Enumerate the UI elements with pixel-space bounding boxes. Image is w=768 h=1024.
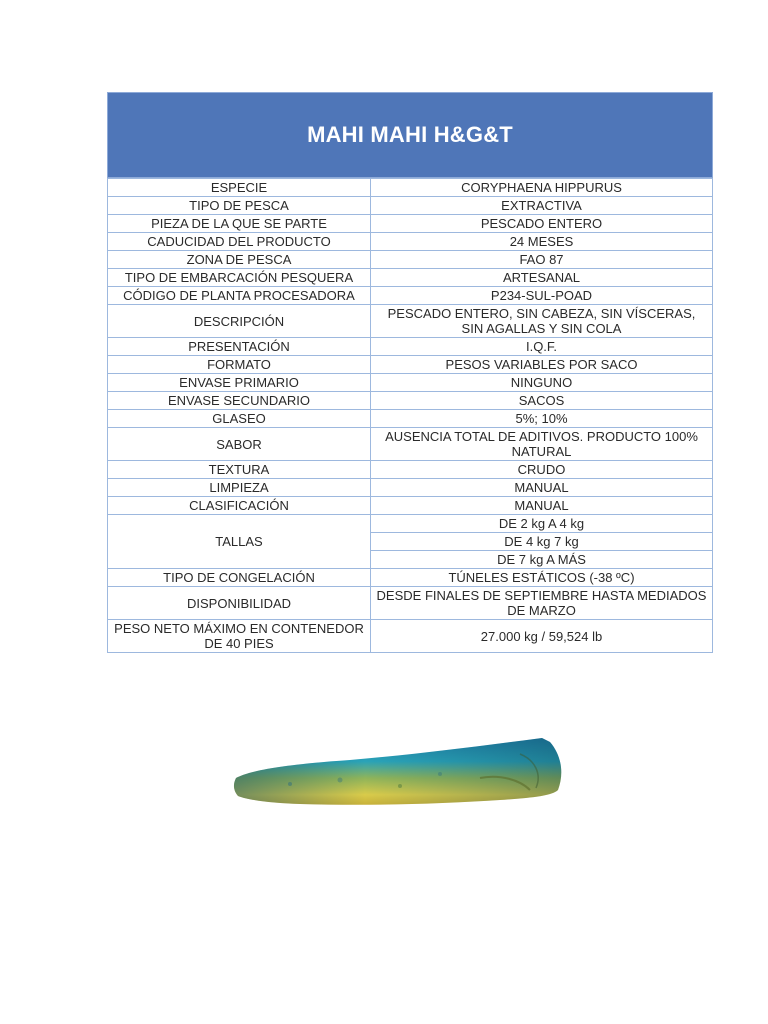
row-label: CÓDIGO DE PLANTA PROCESADORA bbox=[108, 287, 371, 305]
table-row bbox=[108, 515, 713, 533]
product-spec-sheet bbox=[107, 92, 713, 653]
row-label: ENVASE SECUNDARIO bbox=[108, 392, 371, 410]
table-row bbox=[108, 479, 713, 497]
table-row bbox=[108, 338, 713, 356]
row-label: SABOR bbox=[108, 428, 371, 461]
row-label: PIEZA DE LA QUE SE PARTE bbox=[108, 215, 371, 233]
table-row bbox=[108, 197, 713, 215]
row-value: PESOS VARIABLES POR SACO bbox=[371, 356, 713, 374]
row-value: 27.000 kg / 59,524 lb bbox=[371, 620, 713, 653]
table-row bbox=[108, 461, 713, 479]
row-label: TEXTURA bbox=[108, 461, 371, 479]
table-row bbox=[108, 251, 713, 269]
row-label: PESO NETO MÁXIMO EN CONTENEDOR DE 40 PIES bbox=[108, 620, 371, 653]
row-value: PESCADO ENTERO bbox=[371, 215, 713, 233]
row-label: DESCRIPCIÓN bbox=[108, 305, 371, 338]
page-title: MAHI MAHI H&G&T bbox=[307, 122, 513, 147]
table-row bbox=[108, 497, 713, 515]
table-row bbox=[108, 356, 713, 374]
row-label: TIPO DE EMBARCACIÓN PESQUERA bbox=[108, 269, 371, 287]
row-label: ENVASE PRIMARIO bbox=[108, 374, 371, 392]
tallas-value: DE 2 kg A 4 kg bbox=[371, 515, 713, 533]
tallas-value: DE 7 kg A MÁS bbox=[371, 551, 713, 569]
row-label: CLASIFICACIÓN bbox=[108, 497, 371, 515]
table-row bbox=[108, 392, 713, 410]
row-value: CORYPHAENA HIPPURUS bbox=[371, 179, 713, 197]
row-value: EXTRACTIVA bbox=[371, 197, 713, 215]
row-value: ARTESANAL bbox=[371, 269, 713, 287]
table-row bbox=[108, 374, 713, 392]
table-row bbox=[108, 179, 713, 197]
table-row bbox=[108, 428, 713, 461]
table-row bbox=[108, 287, 713, 305]
row-value: CRUDO bbox=[371, 461, 713, 479]
table-row bbox=[108, 215, 713, 233]
row-label: ESPECIE bbox=[108, 179, 371, 197]
row-label: TIPO DE CONGELACIÓN bbox=[108, 569, 371, 587]
spec-table bbox=[107, 178, 713, 653]
row-label: FORMATO bbox=[108, 356, 371, 374]
row-label: CADUCIDAD DEL PRODUCTO bbox=[108, 233, 371, 251]
row-value: TÚNELES ESTÁTICOS (-38 ºC) bbox=[371, 569, 713, 587]
table-row bbox=[108, 410, 713, 428]
row-value: MANUAL bbox=[371, 497, 713, 515]
row-value: P234-SUL-POAD bbox=[371, 287, 713, 305]
mahi-mahi-fillet-image bbox=[230, 734, 568, 814]
row-value: AUSENCIA TOTAL DE ADITIVOS. PRODUCTO 100% NATURAL bbox=[371, 428, 713, 461]
table-row bbox=[108, 569, 713, 587]
row-value: PESCADO ENTERO, SIN CABEZA, SIN VÍSCERAS, SIN AGALLAS Y SIN COLA bbox=[371, 305, 713, 338]
row-value: SACOS bbox=[371, 392, 713, 410]
row-value: FAO 87 bbox=[371, 251, 713, 269]
title-bar bbox=[107, 92, 713, 178]
tallas-label: TALLAS bbox=[108, 515, 371, 569]
table-row bbox=[108, 233, 713, 251]
row-label: DISPONIBILIDAD bbox=[108, 587, 371, 620]
table-row bbox=[108, 620, 713, 653]
row-value: MANUAL bbox=[371, 479, 713, 497]
table-row bbox=[108, 305, 713, 338]
row-value: NINGUNO bbox=[371, 374, 713, 392]
row-label: LIMPIEZA bbox=[108, 479, 371, 497]
tallas-value: DE 4 kg 7 kg bbox=[371, 533, 713, 551]
row-value: I.Q.F. bbox=[371, 338, 713, 356]
row-label: GLASEO bbox=[108, 410, 371, 428]
table-row bbox=[108, 587, 713, 620]
row-label: PRESENTACIÓN bbox=[108, 338, 371, 356]
row-label: TIPO DE PESCA bbox=[108, 197, 371, 215]
table-row bbox=[108, 269, 713, 287]
row-value: 5%; 10% bbox=[371, 410, 713, 428]
row-value: DESDE FINALES DE SEPTIEMBRE HASTA MEDIADOS DE MARZO bbox=[371, 587, 713, 620]
row-label: ZONA DE PESCA bbox=[108, 251, 371, 269]
row-value: 24 MESES bbox=[371, 233, 713, 251]
